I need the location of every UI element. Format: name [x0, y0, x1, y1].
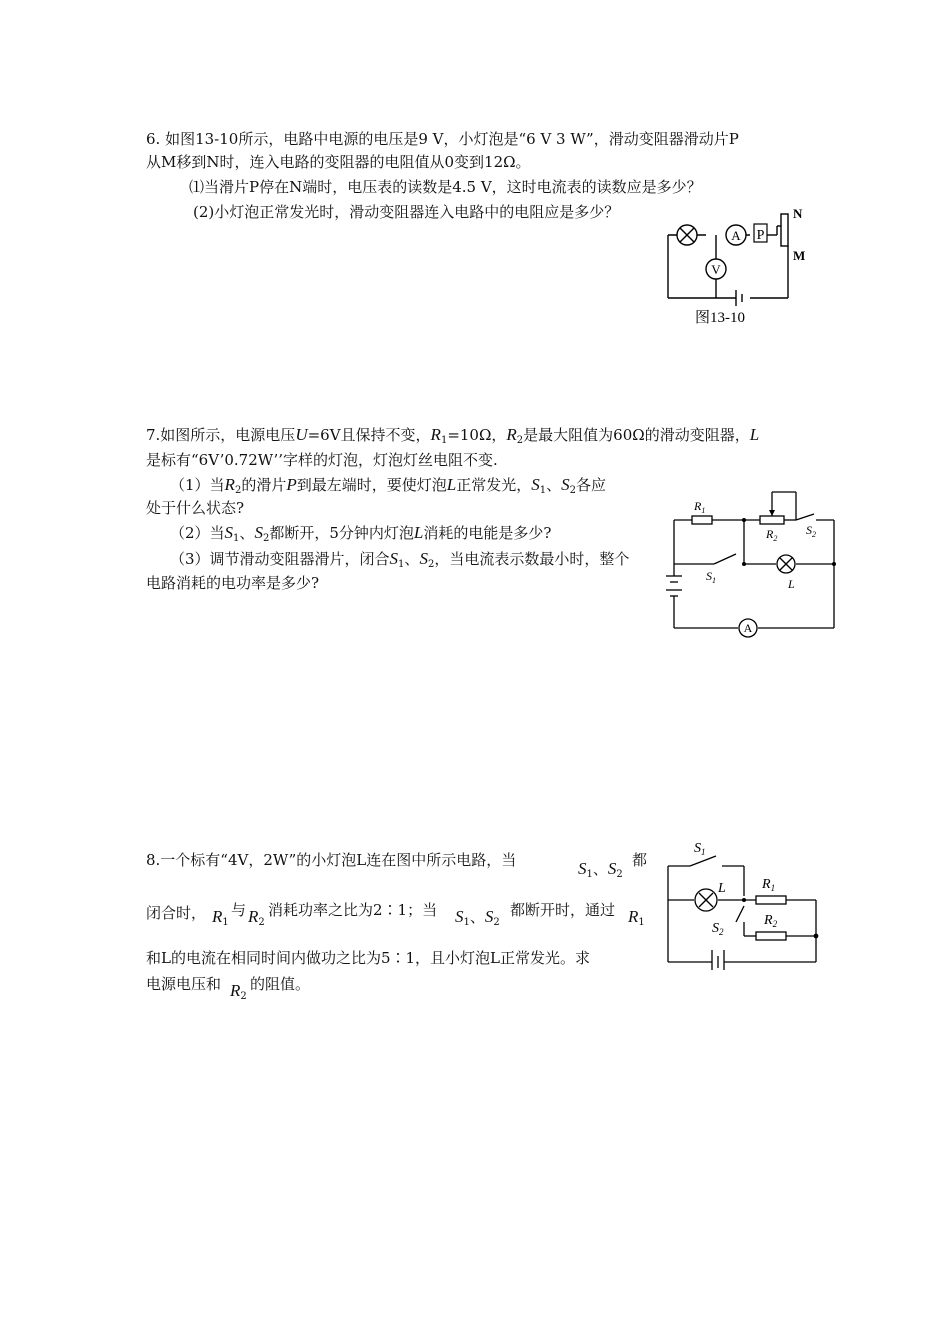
q8-symbol-s1-s2-a: $S_1$、$S_2$ [578, 859, 623, 880]
q7-label-s2: $S_2$ [806, 523, 816, 539]
q7-label-s1: $S_1$ [706, 569, 716, 585]
q8-line-3: 和L的电流在相同时间内做功之比为5∶1，且小灯泡L正常发光。求 [146, 949, 591, 967]
q8-label-l: L [718, 881, 726, 896]
q8-symbol-s1-s2-b: $S_1$、$S_2$ [455, 907, 500, 928]
q6-end-m-label: M [793, 248, 806, 263]
q7-subquestion-3: （3）调节滑动变阻器滑片，闭合$S_1$、$S_2$，当电流表示数最小时，整个 [170, 549, 630, 570]
q8-symbol-r1-b: $R_1$ [628, 907, 645, 928]
q6-subquestion-2: (2)小灯泡正常发光时，滑动变阻器连入电路中的电阻应是多少？ [193, 203, 620, 221]
q6-subquestion-1: ⑴当滑片P停在N端时，电压表的读数是4.5 V，这时电流表的读数应是多少？ [189, 178, 702, 196]
q7-line-2: 是标有“6V’0.72W’’字样的灯泡，灯泡灯丝电阻不变. [146, 451, 498, 469]
q6-line-1: 6. 如图13-10所示，电路中电源的电压是9 V，小灯泡是“6 V 3 W”，滑动变阻器滑动片P [146, 130, 739, 148]
q8-symbol-r1-a: $R_1$ [212, 907, 229, 928]
q7-lamp-icon [777, 555, 795, 573]
q8-line-2-start: 闭合时， [146, 904, 207, 922]
q8-symbol-r2-b: $R_2$ [230, 981, 247, 1002]
q6-line-2: 从M移到N时，连入电路的变阻器的电阻值从0变到12Ω。 [146, 153, 531, 171]
q6-lamp-icon [677, 225, 697, 245]
q6-figure-caption: 图13-10 [695, 310, 745, 326]
q8-line-4-start: 电源电压和 [146, 975, 222, 993]
q7-circuit-diagram [664, 480, 844, 642]
q8-label-r2: $R_2$ [764, 913, 778, 929]
q8-label-s1: $S_1$ [694, 841, 706, 857]
q7-subquestion-1: （1）当$R_2$的滑片P到最左端时，要使灯泡L正常发光，$S_1$、$S_2$各应 [170, 475, 606, 496]
q7-line-1: 7.如图所示，电源电压U=6V且保持不变，$R_1=10\Omega$，$R_2$是最大阻值为60Ω的滑动变阻器，L [146, 425, 760, 446]
q8-label-s2: $S_2$ [712, 921, 724, 937]
q7-line-4: 处于什么状态? [146, 499, 245, 517]
q6-end-n-label: N [793, 206, 803, 221]
q8-label-r1: $R_1$ [762, 877, 776, 893]
q7-label-l: L [788, 577, 795, 591]
q8-line-2-middle: 消耗功率之比为2∶1；当 [268, 901, 438, 919]
q8-line-2-end: 都断开时，通过 [510, 901, 616, 919]
q6-circuit-diagram [660, 202, 810, 330]
q8-word-yu: 与 [231, 901, 247, 919]
q6-slider-label: P [756, 228, 765, 243]
q7-label-r2: $R_2$ [766, 527, 778, 543]
q6-ammeter-icon [726, 225, 746, 245]
q8-line-1: 8.一个标有“4V，2W”的小灯泡L连在图中所示电路，当 [146, 851, 517, 869]
q8-word-dou: 都 [632, 851, 648, 869]
q8-symbol-r2-a: $R_2$ [248, 907, 265, 928]
q7-ammeter-icon [739, 619, 757, 637]
q8-line-4-end: 的阻值。 [250, 975, 311, 993]
q6-ammeter-label: A [731, 228, 741, 243]
q6-voltmeter-label: V [711, 262, 721, 277]
q7-ammeter-label: A [743, 621, 753, 635]
q6-voltmeter-icon [706, 259, 726, 279]
q8-circuit-diagram [660, 836, 826, 970]
q8-lamp-icon [695, 889, 717, 911]
q7-label-r1: $R_1$ [694, 499, 706, 515]
q7-subquestion-2: （2）当$S_1$、$S_2$都断开，5分钟内灯泡L消耗的电能是多少? [170, 523, 552, 544]
q7-line-7: 电路消耗的电功率是多少? [146, 574, 320, 592]
